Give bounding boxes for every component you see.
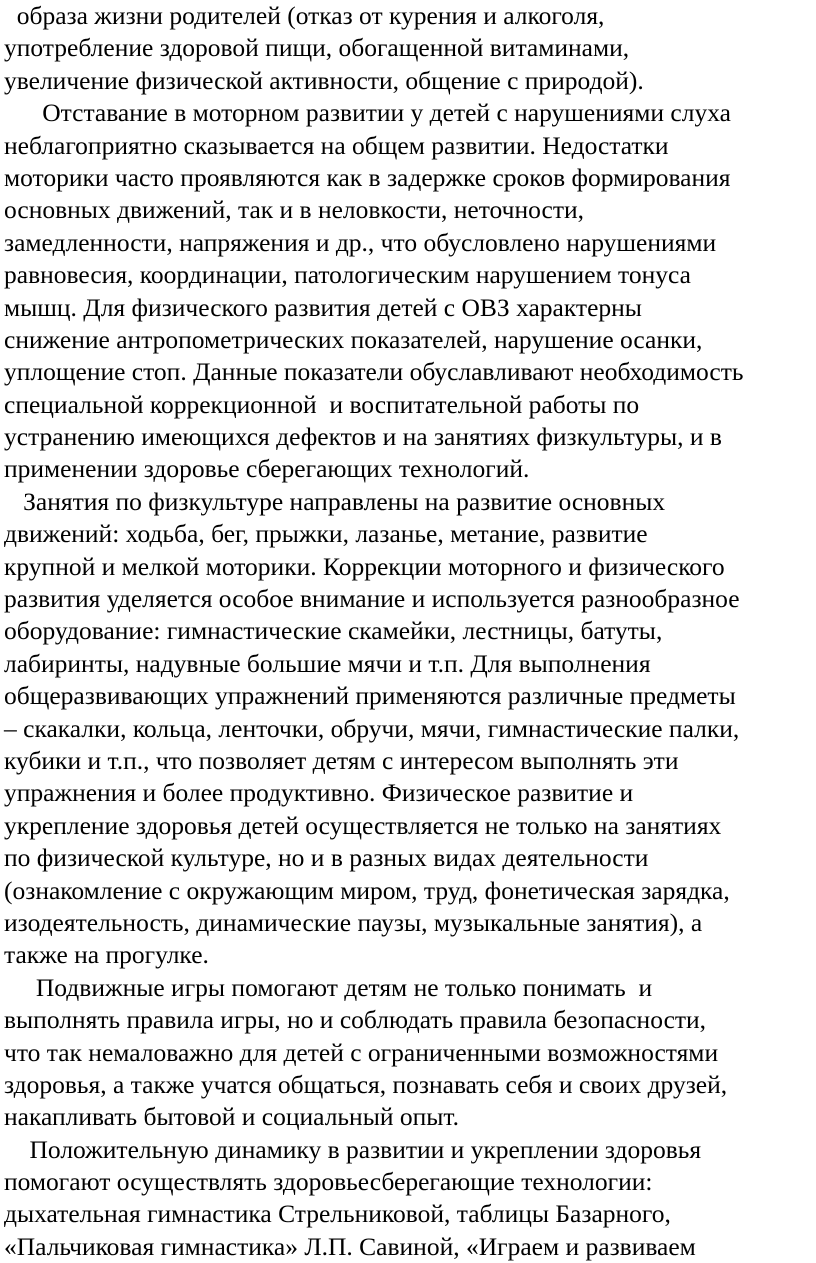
text-line: накапливать бытовой и социальный опыт.	[4, 1102, 459, 1132]
text-line: помогают осуществлять здоровьесберегающие технологии:	[4, 1167, 653, 1197]
document-page	[4, 0, 812, 1263]
text-line: снижение антропометрических показателей, нарушение осанки,	[4, 324, 703, 354]
text-line: равновесия, координации, патологическим нарушением тонуса	[4, 260, 691, 290]
text-line: увеличение физической активности, общение с природой).	[4, 65, 644, 95]
text-line: упражнения и более продуктивно. Физическое развитие и	[4, 778, 634, 808]
text-line: мышц. Для физического развития детей с ОВЗ характерны	[4, 292, 642, 322]
text-line: замедленности, напряжения и др., что обусловлено нарушениями	[4, 227, 717, 257]
text-line: по физической культуре, но и в разных видах деятельности	[4, 843, 649, 873]
text-line: Занятия по физкультуре направлены на развитие основных	[4, 486, 666, 516]
text-line: дыхательная гимнастика Стрельниковой, таблицы Базарного,	[4, 1199, 671, 1229]
text-line: Подвижные игры помогают детям не только понимать и	[4, 972, 653, 1002]
text-line: выполнять правила игры, но и соблюдать правила безопасности,	[4, 1005, 707, 1035]
text-line: здоровья, а также учатся общаться, познавать себя и своих друзей,	[4, 1069, 728, 1099]
text-line: применении здоровье сберегающих технологий.	[4, 454, 530, 484]
text-line: употребление здоровой пищи, обогащенной витаминами,	[4, 33, 630, 63]
text-line: кубики и т.п., что позволяет детям с интересом выполнять эти	[4, 745, 679, 775]
text-line: «Пальчиковая гимнастика» Л.П. Савиной, «Играем и развиваем	[4, 1231, 696, 1261]
text-line: Положительную динамику в развитии и укреплении здоровья	[4, 1134, 702, 1164]
text-line: изодеятельность, динамические паузы, музыкальные занятия), а	[4, 907, 703, 937]
text-line: крупной и мелкой моторики. Коррекции моторного и физического	[4, 551, 725, 581]
text-line: моторики часто проявляются как в задержке сроков формирования	[4, 162, 731, 192]
text-line: движений: ходьба, бег, прыжки, лазанье, метание, развитие	[4, 519, 648, 549]
text-line: лабиринты, надувные большие мячи и т.п. Для выполнения	[4, 648, 651, 678]
text-line: образа жизни родителей (отказ от курения и алкоголя,	[4, 1, 605, 30]
text-line: (ознакомление с окружающим миром, труд, фонетическая зарядка,	[4, 875, 730, 905]
text-line: устранению имеющихся дефектов и на занятиях физкультуры, и в	[4, 422, 722, 452]
text-line: – скакалки, кольца, ленточки, обручи, мячи, гимнастические палки,	[4, 713, 740, 743]
text-line: развития уделяется особое внимание и используется разнообразное	[4, 584, 740, 614]
text-line: неблагоприятно сказывается на общем развитии. Недостатки	[4, 130, 669, 160]
text-line: оборудование: гимнастические скамейки, лестницы, батуты,	[4, 616, 663, 646]
text-line: что так немаловажно для детей с ограниченными возможностями	[4, 1037, 719, 1067]
text-line: укрепление здоровья детей осуществляется не только на занятиях	[4, 810, 722, 840]
text-line: также на прогулке.	[4, 940, 209, 970]
text-line: Отставание в моторном развитии у детей с нарушениями слуха	[4, 98, 731, 128]
text-line: основных движений, так и в неловкости, неточности,	[4, 195, 584, 225]
text-line: специальной коррекционной и воспитательной работы по	[4, 389, 640, 419]
text-line: уплощение стоп. Данные показатели обуславливают необходимость	[4, 357, 744, 387]
text-line: общеразвивающих упражнений применяются различные предметы	[4, 681, 736, 711]
